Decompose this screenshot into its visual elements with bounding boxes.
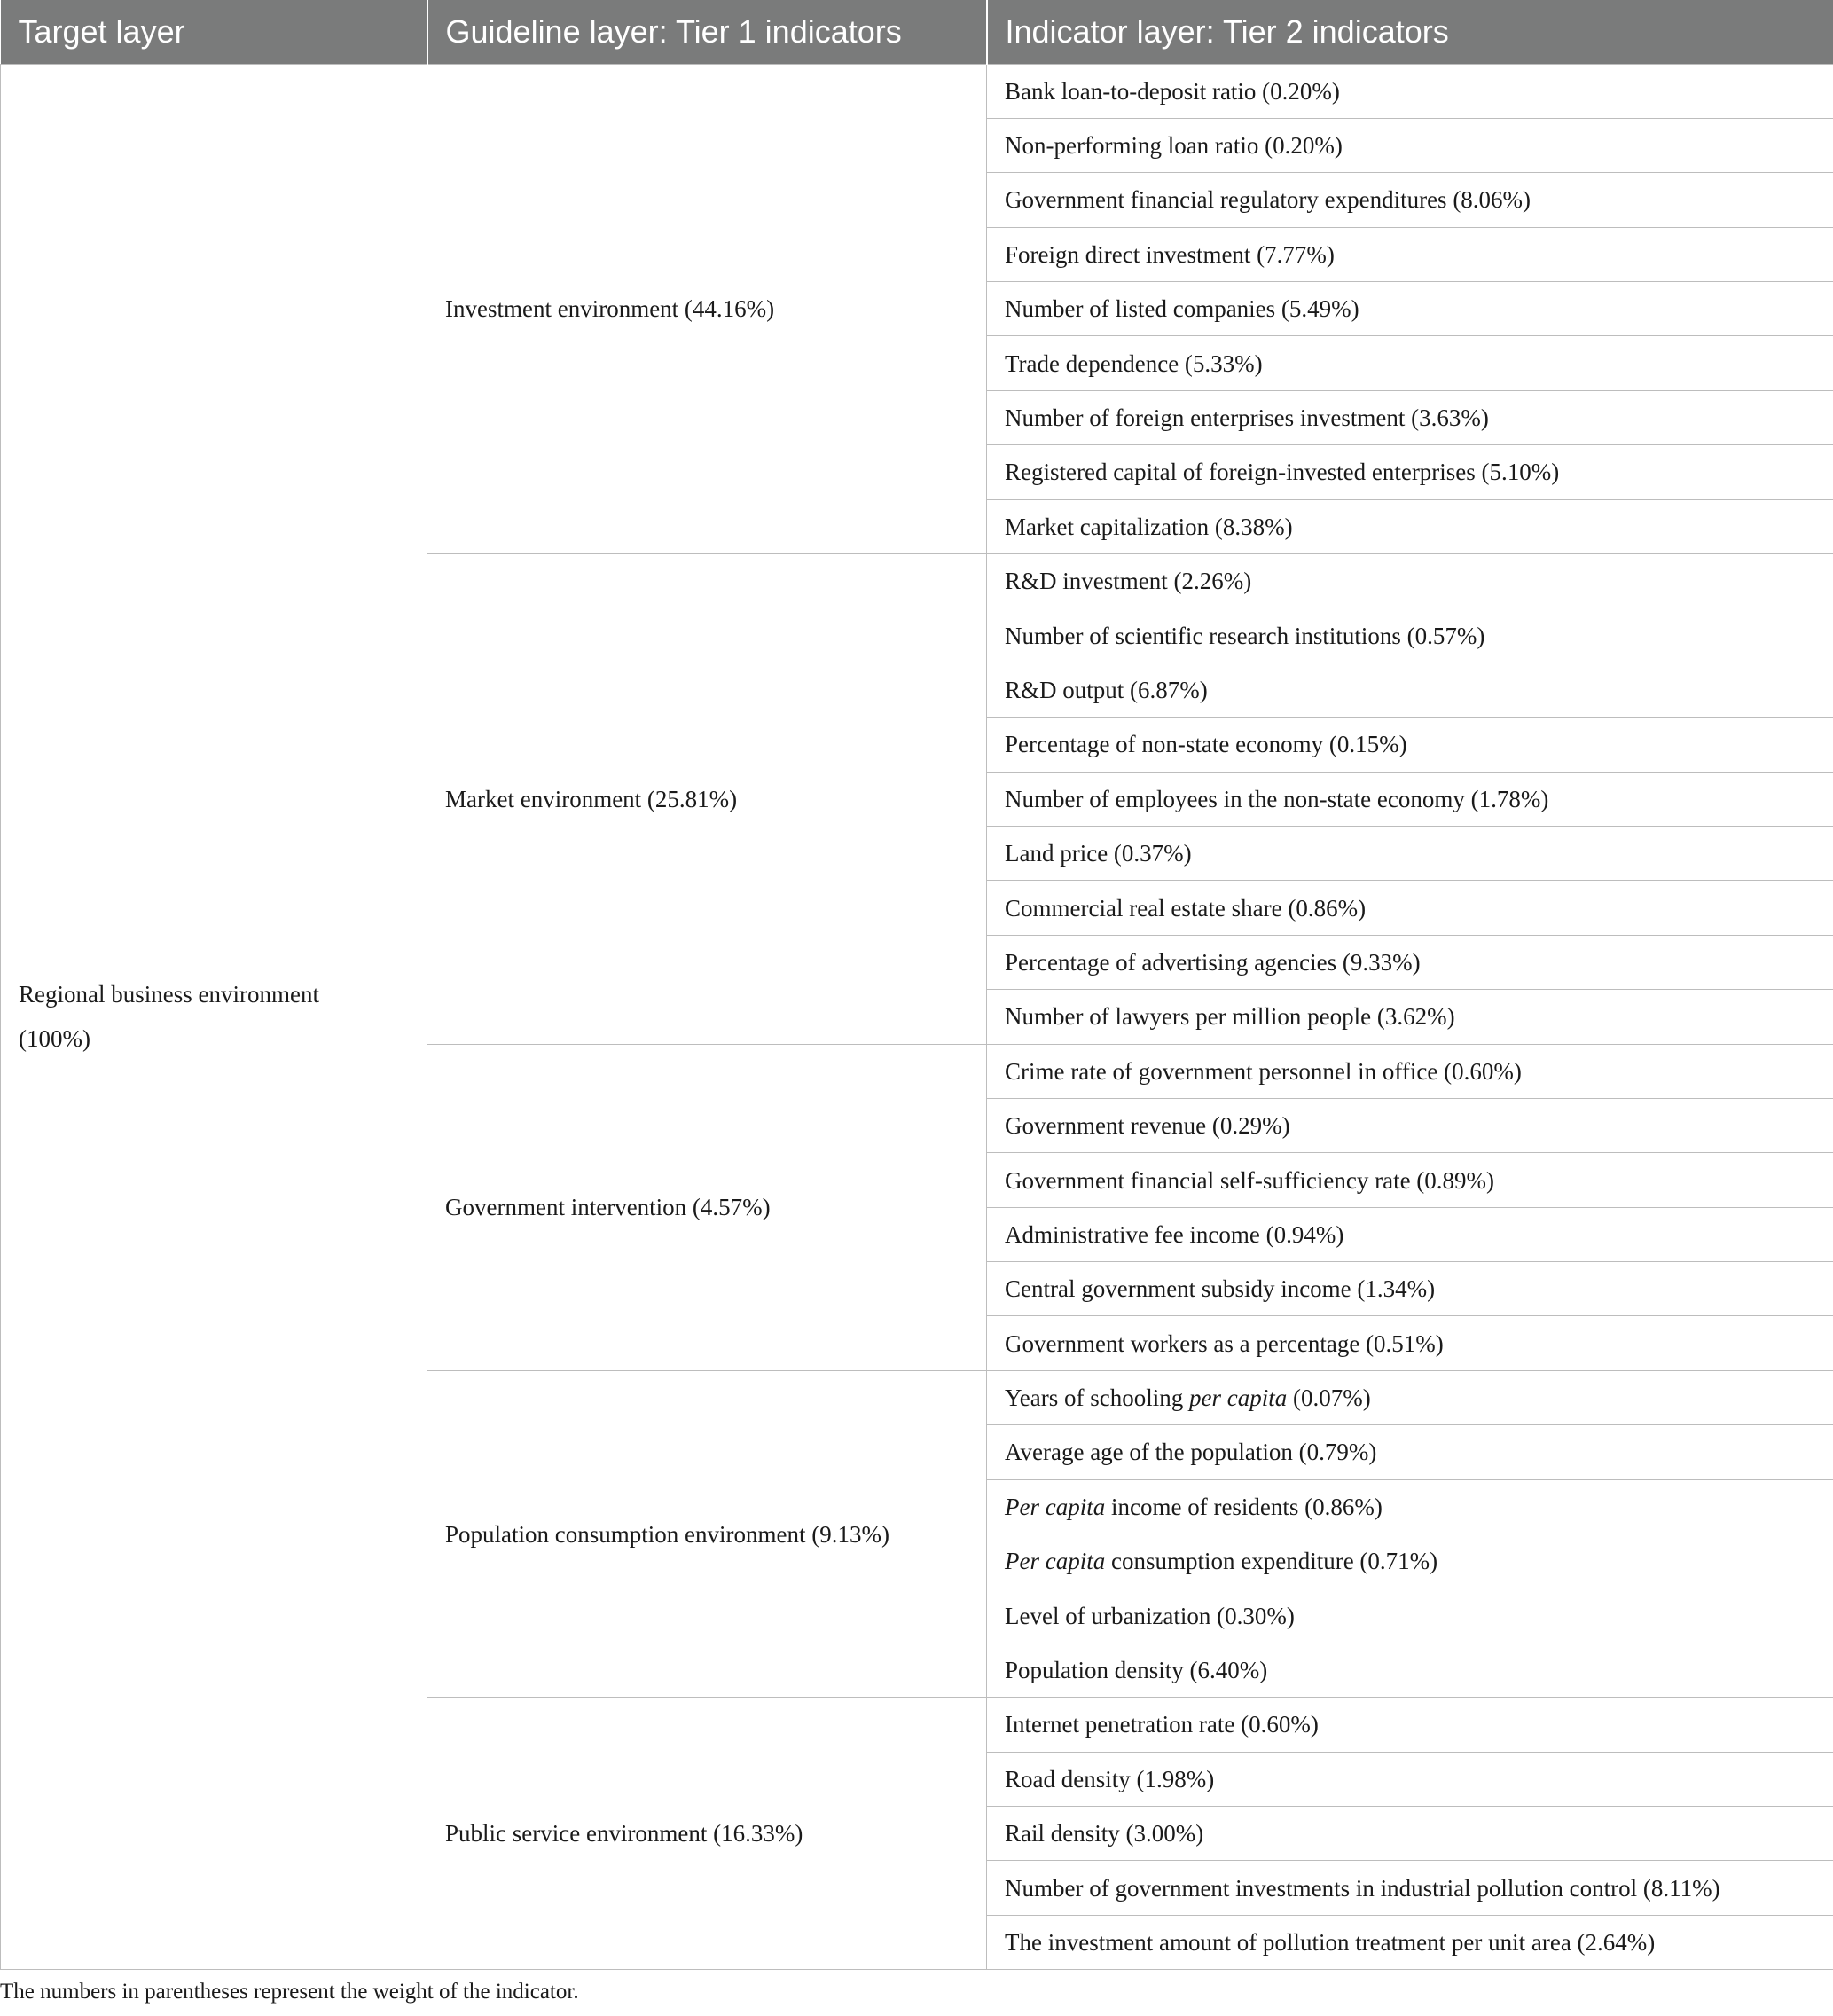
indicator-text: Government financial regulatory expenditures (8.06%)	[1005, 186, 1531, 214]
indicator-text: Percentage of advertising agencies (9.33%)	[1005, 948, 1421, 976]
indicator-cell	[987, 1915, 1833, 1969]
indicator-cell	[987, 935, 1833, 989]
indicator-text: Government financial self-sufficiency rate (0.89%)	[1005, 1166, 1495, 1194]
indicator-cell	[987, 1698, 1833, 1752]
guideline-cell: Government intervention (4.57%)	[427, 1044, 987, 1370]
guideline-cell: Population consumption environment (9.13%)	[427, 1370, 987, 1697]
target-label-line2: (100%)	[19, 1025, 90, 1053]
guideline-cell: Investment environment (44.16%)	[427, 64, 987, 554]
indicator-cell	[987, 826, 1833, 880]
indicator-text: Years of schooling	[1005, 1385, 1189, 1412]
indicator-text: Commercial real estate share (0.86%)	[1005, 894, 1367, 922]
indicator-cell	[987, 1262, 1833, 1316]
indicator-text: income of residents (0.86%)	[1105, 1493, 1383, 1520]
indicator-cell	[987, 173, 1833, 227]
target-label-line1: Regional business environment	[19, 981, 319, 1008]
indicator-cell	[987, 118, 1833, 172]
indicator-text: Market capitalization (8.38%)	[1005, 513, 1293, 540]
indicator-cell	[987, 1098, 1833, 1152]
indicator-text: Land price (0.37%)	[1005, 840, 1192, 867]
indicator-text: (0.07%)	[1287, 1385, 1371, 1412]
indicator-text: Population density (6.40%)	[1005, 1657, 1268, 1684]
header-target-layer: Target layer	[1, 0, 427, 64]
indicator-cell	[987, 663, 1833, 717]
indicator-cell	[987, 227, 1833, 281]
indicator-text: Registered capital of foreign-invested enterprises (5.10%)	[1005, 459, 1560, 486]
indicator-italic-text: per capita	[1189, 1385, 1288, 1412]
indicator-text: Road density (1.98%)	[1005, 1765, 1215, 1792]
indicator-cell	[987, 1153, 1833, 1207]
indicator-cell	[987, 608, 1833, 663]
indicator-cell	[987, 282, 1833, 336]
indicator-cell	[987, 1479, 1833, 1534]
indicator-cell	[987, 1044, 1833, 1098]
indicator-text: Number of foreign enterprises investment (3.63%)	[1005, 404, 1489, 432]
table-footnote: The numbers in parentheses represent the weight of the indicator.	[0, 1980, 579, 2004]
indicator-text: Rail density (3.00%)	[1005, 1820, 1204, 1847]
indicator-text: Trade dependence (5.33%)	[1005, 349, 1263, 377]
indicator-text: Number of government investments in industrial pollution control (8.11%)	[1005, 1874, 1720, 1902]
indicator-text: Number of scientific research institutions (0.57%)	[1005, 622, 1485, 649]
indicator-text: Number of listed companies (5.49%)	[1005, 295, 1359, 323]
indicator-text: Bank loan-to-deposit ratio (0.20%)	[1005, 77, 1340, 105]
table-body	[1, 64, 1833, 1970]
indicator-cell	[987, 881, 1833, 935]
indicator-text: Government workers as a percentage (0.51%)	[1005, 1330, 1444, 1357]
indicator-cell	[987, 1207, 1833, 1261]
indicator-cell	[987, 772, 1833, 826]
indicator-text: Central government subsidy income (1.34%)	[1005, 1275, 1436, 1303]
indicator-text: Number of lawyers per million people (3.62%)	[1005, 1003, 1455, 1031]
indicator-cell	[987, 1370, 1833, 1424]
indicator-text: Administrative fee income (0.94%)	[1005, 1220, 1344, 1248]
indicator-italic-text: Per capita	[1005, 1493, 1106, 1520]
indicator-cell	[987, 64, 1833, 118]
table-row	[1, 64, 1833, 118]
indicator-text: Number of employees in the non-state economy (1.78%)	[1005, 785, 1549, 812]
indicator-text: The investment amount of pollution treatment per unit area (2.64%)	[1005, 1928, 1656, 1956]
indicator-cell	[987, 1752, 1833, 1806]
header-guideline-layer: Guideline layer: Tier 1 indicators	[427, 0, 987, 64]
indicator-cell	[987, 1807, 1833, 1861]
indicator-cell	[987, 390, 1833, 444]
indicator-cell	[987, 336, 1833, 390]
indicator-text: Crime rate of government personnel in office (0.60%)	[1005, 1057, 1522, 1085]
header-row	[1, 0, 1833, 64]
indicator-text: Average age of the population (0.79%)	[1005, 1439, 1377, 1466]
indicator-text: Foreign direct investment (7.77%)	[1005, 240, 1335, 268]
guideline-cell: Market environment (25.81%)	[427, 554, 987, 1045]
indicator-text: Internet penetration rate (0.60%)	[1005, 1711, 1319, 1738]
indicator-cell	[987, 1425, 1833, 1479]
indicator-cell	[987, 990, 1833, 1044]
indicator-cell	[987, 1316, 1833, 1370]
indicator-text: R&D investment (2.26%)	[1005, 568, 1252, 595]
indicator-cell	[987, 499, 1833, 553]
indicator-text: Level of urbanization (0.30%)	[1005, 1602, 1295, 1629]
header-indicator-layer: Indicator layer: Tier 2 indicators	[987, 0, 1833, 64]
target-layer-cell	[1, 64, 427, 1970]
indicator-cell	[987, 554, 1833, 608]
indicator-cell	[987, 445, 1833, 499]
indicator-text: R&D output (6.87%)	[1005, 676, 1208, 703]
indicator-text: Percentage of non-state economy (0.15%)	[1005, 731, 1407, 758]
indicator-italic-text: Per capita	[1005, 1548, 1106, 1575]
indicator-cell	[987, 1861, 1833, 1915]
indicator-cell	[987, 1643, 1833, 1697]
guideline-cell: Public service environment (16.33%)	[427, 1698, 987, 1970]
indicator-cell	[987, 718, 1833, 772]
indicator-text: Government revenue (0.29%)	[1005, 1112, 1290, 1140]
indicator-text: Non-performing loan ratio (0.20%)	[1005, 132, 1343, 160]
indicator-text: consumption expenditure (0.71%)	[1105, 1548, 1438, 1575]
indicator-cell	[987, 1588, 1833, 1643]
indicator-cell	[987, 1534, 1833, 1588]
